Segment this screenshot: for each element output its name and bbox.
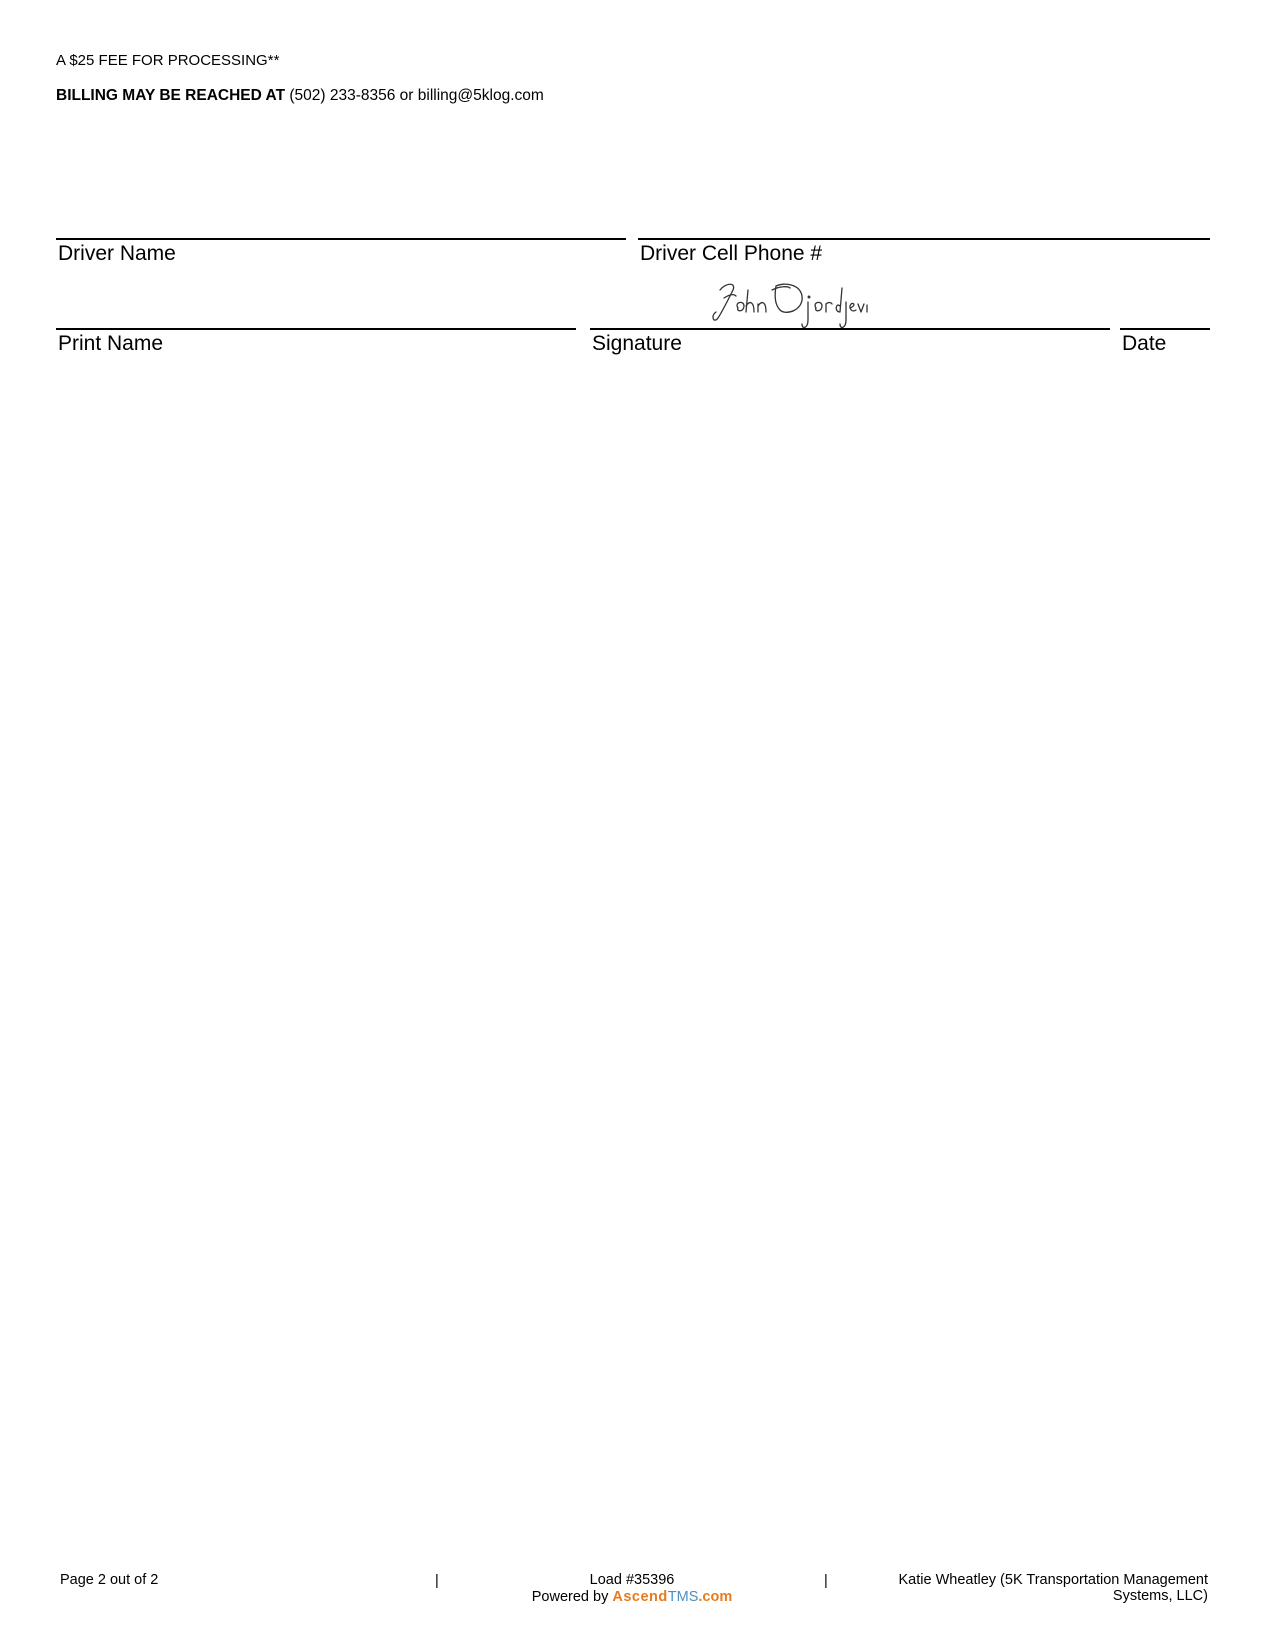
footer-separator-right: | xyxy=(824,1573,828,1589)
driver-cell-line xyxy=(638,238,1210,240)
prepared-by-line-1: Katie Wheatley (5K Transportation Management xyxy=(898,1572,1208,1588)
load-number: Load #35396 xyxy=(589,1572,675,1588)
driver-cell-label: Driver Cell Phone # xyxy=(640,242,823,265)
billing-phone-email: (502) 233-8356 or billing@5klog.com xyxy=(285,87,544,104)
signature-line xyxy=(590,328,1110,330)
print-name-label: Print Name xyxy=(58,332,164,355)
driver-name-line xyxy=(56,238,626,240)
billing-contact xyxy=(56,87,544,105)
date-label: Date xyxy=(1122,332,1167,355)
powered-by xyxy=(482,1589,782,1605)
brand-ascend: Ascend xyxy=(612,1589,668,1605)
footer-separator-left: | xyxy=(435,1573,439,1589)
page-number: Page 2 out of 2 xyxy=(60,1572,159,1588)
brand-tms: TMS xyxy=(667,1589,699,1605)
signature-label: Signature xyxy=(592,332,682,355)
driver-name-label: Driver Name xyxy=(58,242,176,265)
fee-notice: A $25 FEE FOR PROCESSING** xyxy=(56,52,280,69)
brand-com: .com xyxy=(698,1589,733,1605)
date-line xyxy=(1120,328,1210,330)
prepared-by-line-2: Systems, LLC) xyxy=(1112,1588,1208,1604)
print-name-line xyxy=(56,328,576,330)
billing-label: BILLING MAY BE REACHED AT xyxy=(56,87,286,104)
powered-by-text: Powered by xyxy=(531,1589,613,1605)
prepared-by xyxy=(788,1572,1208,1604)
signature-image xyxy=(710,276,870,341)
